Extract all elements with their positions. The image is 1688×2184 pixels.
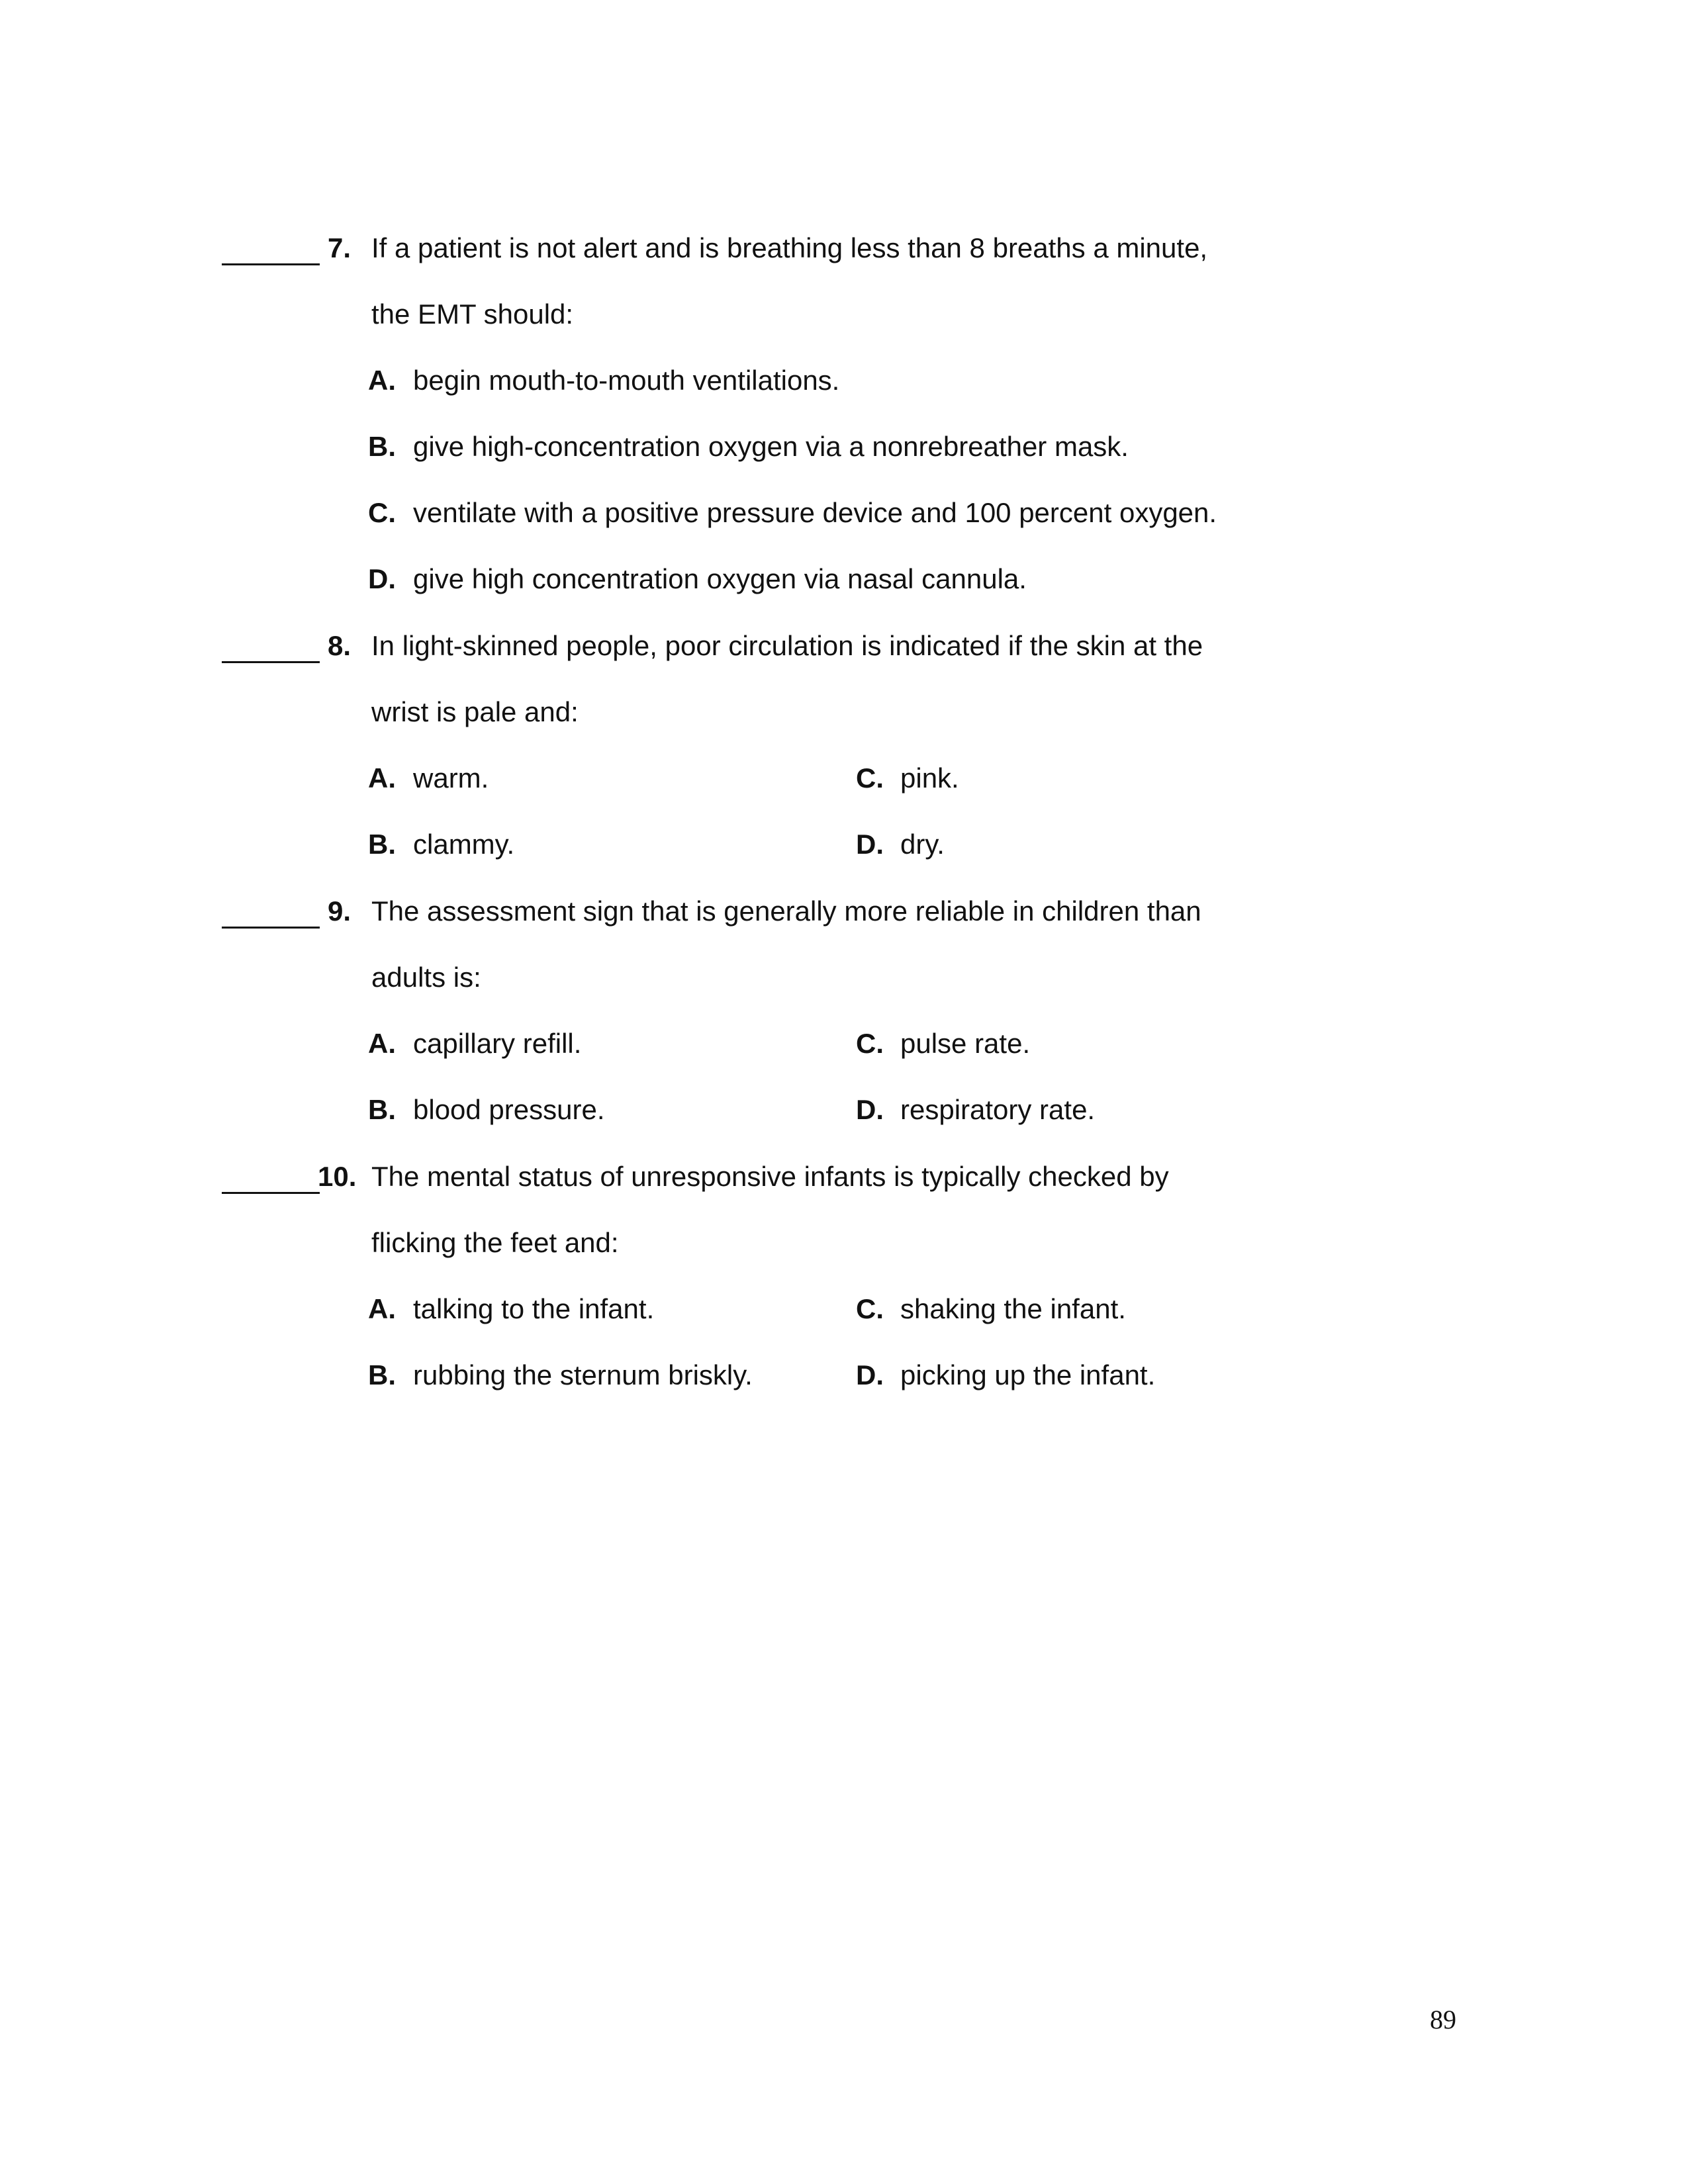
option-letter-d: D.: [856, 1094, 884, 1125]
option-letter-b: B.: [368, 829, 396, 860]
option-text-b: give high-concentration oxygen via a nonrebreather mask.: [413, 431, 1129, 462]
question-stem-line-2: wrist is pale and:: [371, 696, 579, 727]
option-text-c: pulse rate.: [900, 1028, 1031, 1059]
answer-blank-7[interactable]: [222, 263, 320, 265]
question-number: 7.: [328, 232, 352, 263]
option-text-b: blood pressure.: [413, 1094, 605, 1125]
option-letter-a: A.: [368, 1293, 396, 1324]
option-text-c: pink.: [900, 762, 959, 794]
option-letter-b: B.: [368, 1094, 396, 1125]
option-text-d: give high concentration oxygen via nasal cannula.: [413, 563, 1027, 594]
question-stem-line-1: The assessment sign that is generally more reliable in children than: [371, 895, 1201, 927]
question-stem-line-1: If a patient is not alert and is breathing less than 8 breaths a minute,: [371, 232, 1208, 263]
option-text-b: rubbing the sternum briskly.: [413, 1359, 753, 1390]
option-text-a: talking to the infant.: [413, 1293, 655, 1324]
option-text-a: capillary refill.: [413, 1028, 582, 1059]
option-letter-c: C.: [856, 1028, 884, 1059]
question-stem-line-2: the EMT should:: [371, 298, 574, 330]
option-letter-d: D.: [856, 1359, 884, 1390]
answer-blank-8[interactable]: [222, 661, 320, 663]
question-number: 8.: [328, 630, 352, 661]
option-letter-a: A.: [368, 1028, 396, 1059]
option-text-a: begin mouth-to-mouth ventilations.: [413, 365, 840, 396]
option-letter-b: B.: [368, 1359, 396, 1390]
question-stem-line-1: In light-skinned people, poor circulation is indicated if the skin at the: [371, 630, 1203, 661]
question-stem-line-2: adults is:: [371, 962, 481, 993]
option-text-c: shaking the infant.: [900, 1293, 1126, 1324]
option-text-d: picking up the infant.: [900, 1359, 1156, 1390]
option-text-c: ventilate with a positive pressure device and 100 percent oxygen.: [413, 497, 1217, 528]
option-letter-b: B.: [368, 431, 396, 462]
answer-blank-10[interactable]: [222, 1192, 320, 1194]
option-letter-c: C.: [368, 497, 396, 528]
option-letter-d: D.: [856, 829, 884, 860]
option-letter-a: A.: [368, 365, 396, 396]
option-text-d: respiratory rate.: [900, 1094, 1096, 1125]
answer-blank-9[interactable]: [222, 927, 320, 929]
option-letter-a: A.: [368, 762, 396, 794]
option-letter-d: D.: [368, 563, 396, 594]
option-letter-c: C.: [856, 1293, 884, 1324]
question-number: 9.: [328, 895, 352, 927]
option-text-b: clammy.: [413, 829, 515, 860]
question-stem-line-2: flicking the feet and:: [371, 1227, 619, 1258]
page-number: 89: [1430, 2005, 1456, 2034]
question-stem-line-1: The mental status of unresponsive infants is typically checked by: [371, 1161, 1169, 1192]
option-letter-c: C.: [856, 762, 884, 794]
question-number: 10.: [318, 1161, 357, 1192]
option-text-d: dry.: [900, 829, 945, 860]
option-text-a: warm.: [413, 762, 489, 794]
